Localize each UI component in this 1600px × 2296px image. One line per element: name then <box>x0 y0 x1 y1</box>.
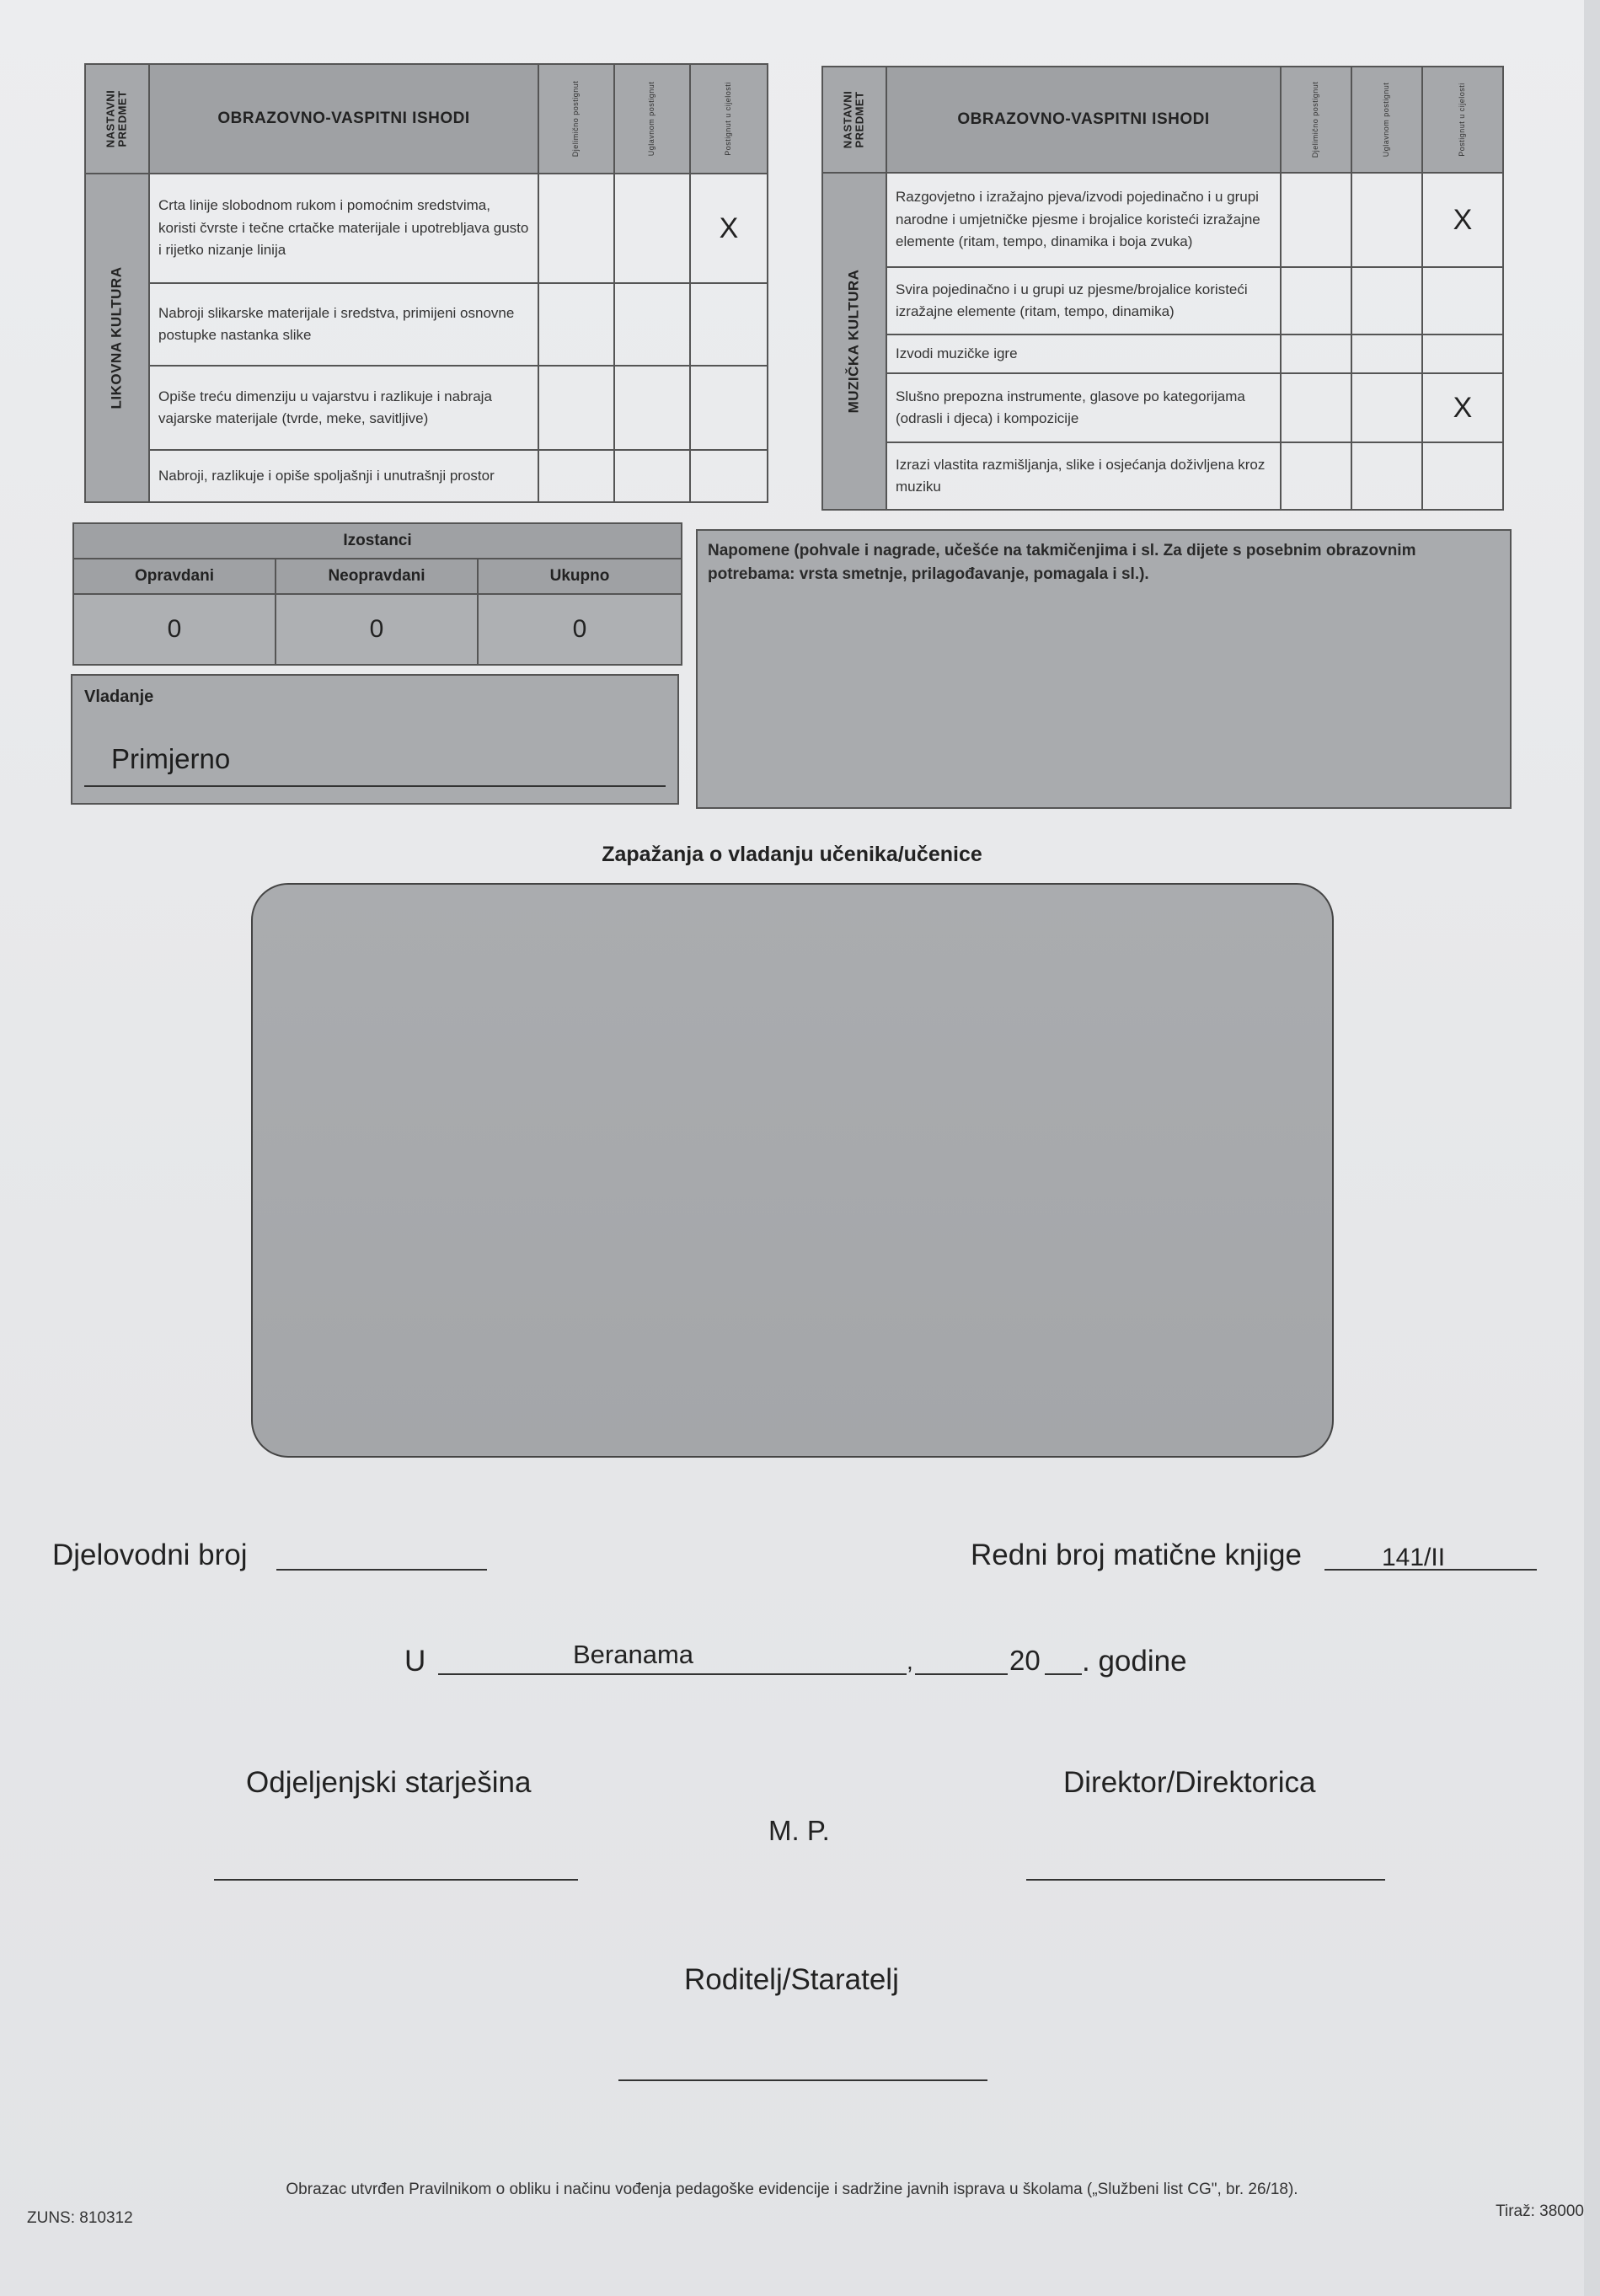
mark-cell <box>1281 334 1351 373</box>
table-row <box>85 283 768 366</box>
outcome-text: Razgovjetno i izražajno pjeva/izvodi pojedinačno i u grupi narodne i umjetničke pjesme i brojalice koristeći izražajne elemente (ritam, tempo, dinamika i boja zvuka) <box>886 173 1281 267</box>
teacher-label: Odjeljenjski starješina <box>246 1766 532 1799</box>
outcome-text: Svira pojedinačno i u grupi uz pjesme/brojalice koristeći izražajne elemente (ritam, tempo, dinamika) <box>886 267 1281 334</box>
table-row <box>85 366 768 450</box>
teacher-signature-line <box>214 1879 578 1881</box>
parent-signature-line <box>618 2079 987 2081</box>
grade-col-header-1: Djelimično postignut <box>1281 67 1351 173</box>
director-label: Direktor/Direktorica <box>1063 1766 1316 1799</box>
mark-cell <box>1281 373 1351 442</box>
mark-cell <box>538 366 614 450</box>
mark-cell <box>690 450 768 502</box>
mark-cell <box>1422 442 1503 510</box>
grade-col-header-2: Uglavnom postignut <box>614 64 690 174</box>
mark-cell: X <box>1422 373 1503 442</box>
legal-note: Obrazac utvrđen Pravilnikom o obliku i načinu vođenja pedagoške evidencije i sadržine javnih isprava u školama („Službeni list CG", br. 26/18). <box>286 2181 1298 2198</box>
mark-cell <box>1281 442 1351 510</box>
subject-col-header: NASTAVNI PREDMET <box>822 67 886 173</box>
notes-box <box>696 529 1512 809</box>
year-line <box>1045 1673 1082 1675</box>
grade-col-header-3: Postignut u cijelosti <box>690 64 768 174</box>
mark-cell <box>614 366 690 450</box>
redni-label: Redni broj matične knjige <box>971 1539 1302 1571</box>
subject-cell: LIKOVNA KULTURA <box>85 174 149 502</box>
behavior-underline <box>84 785 666 787</box>
outcomes-col-header: OBRAZOVNO-VASPITNI ISHODI <box>886 67 1281 173</box>
behavior-value: Primjerno <box>111 743 231 774</box>
outcome-text: Izrazi vlastita razmišljanja, slike i osjećanja doživljena kroz muziku <box>886 442 1281 510</box>
mark-cell <box>1351 373 1422 442</box>
mark-cell <box>614 450 690 502</box>
outcome-text: Nabroji slikarske materijale i sredstva, primijeni osnovne postupke nastanka slike <box>149 283 538 366</box>
mark-cell <box>690 366 768 450</box>
djelovodni-label: Djelovodni broj <box>52 1539 248 1571</box>
observations-box <box>251 883 1334 1458</box>
mark-cell <box>1281 267 1351 334</box>
mark-cell <box>538 450 614 502</box>
right-outcomes-table <box>821 66 1504 511</box>
mark-cell <box>538 283 614 366</box>
outcome-text: Opiše treću dimenziju u vajarstvu i razlikuje i nabraja vajarske materijale (tvrde, meke, savitljive) <box>149 366 538 450</box>
place-label: U <box>404 1645 426 1678</box>
grade-col-header-1: Djelimično postignut <box>538 64 614 174</box>
outcome-text: Izvodi muzičke igre <box>886 334 1281 373</box>
stamp-label: M. P. <box>768 1815 830 1846</box>
table-row <box>85 174 768 283</box>
outcome-text: Crta linije slobodnom rukom i pomoćnim sredstvima, koristi čvrste i tečne crtačke materijale i upotrebljava gusto i rijetko nizanje linija <box>149 174 538 283</box>
left-outcomes-table <box>84 63 768 503</box>
outcome-text: Slušno prepozna instrumente, glasove po kategorijama (odrasli i djeca) i kompozicije <box>886 373 1281 442</box>
subject-col-header: NASTAVNI PREDMET <box>85 64 149 174</box>
absences-col-unjustified: Neopravdani <box>276 559 478 594</box>
table-row <box>822 173 1503 267</box>
director-signature-line <box>1026 1879 1385 1881</box>
absences-total-value: 0 <box>478 594 682 665</box>
absences-col-justified: Opravdani <box>73 559 276 594</box>
mark-cell <box>1351 267 1422 334</box>
mark-cell <box>1422 334 1503 373</box>
behavior-box <box>71 674 679 805</box>
mark-cell <box>538 174 614 283</box>
table-row <box>822 442 1503 510</box>
left-table-header <box>85 64 768 174</box>
year-suffix: . godine <box>1082 1645 1187 1678</box>
outcomes-col-header: OBRAZOVNO-VASPITNI ISHODI <box>149 64 538 174</box>
table-row <box>822 267 1503 334</box>
table-row <box>85 450 768 502</box>
mark-cell <box>1281 173 1351 267</box>
mark-cell <box>1351 442 1422 510</box>
place-line <box>438 1673 907 1675</box>
absences-unjustified-value: 0 <box>276 594 478 665</box>
behavior-label: Vladanje <box>84 688 154 706</box>
date-line <box>915 1673 1008 1675</box>
parent-label: Roditelj/Staratelj <box>684 1963 899 1996</box>
grade-col-header-2: Uglavnom postignut <box>1351 67 1422 173</box>
absences-table <box>72 522 682 666</box>
mark-cell <box>614 174 690 283</box>
mark-cell: X <box>690 174 768 283</box>
mark-cell: X <box>1422 173 1503 267</box>
absences-title: Izostanci <box>73 523 682 559</box>
place-value: Beranama <box>573 1640 694 1669</box>
print-run: Tiraž: 38000 <box>1496 2202 1584 2220</box>
table-row <box>822 334 1503 373</box>
outcome-text: Nabroji, razlikuje i opiše spoljašnji i unutrašnji prostor <box>149 450 538 502</box>
year-prefix: 20 <box>1009 1645 1041 1676</box>
notes-label: Napomene (pohvale i nagrade, učešće na takmičenjima i sl. Za dijete s posebnim obrazovnim potrebama: vrsta smetnje, prilagođavanje, pomagala i sl.). <box>708 542 1416 583</box>
table-row <box>822 373 1503 442</box>
mark-cell <box>1351 334 1422 373</box>
observations-title: Zapažanja o vladanju učenika/učenice <box>602 843 982 866</box>
redni-value: 141/II <box>1382 1544 1446 1571</box>
grade-col-header-3: Postignut u cijelosti <box>1422 67 1503 173</box>
date-comma: , <box>907 1648 913 1674</box>
absences-justified-value: 0 <box>73 594 276 665</box>
zuns-code: ZUNS: 810312 <box>27 2209 133 2227</box>
djelovodni-line <box>276 1569 487 1571</box>
subject-cell: MUZIČKA KULTURA <box>822 173 886 510</box>
mark-cell <box>690 283 768 366</box>
right-table-header <box>822 67 1503 173</box>
absences-col-total: Ukupno <box>478 559 682 594</box>
mark-cell <box>1351 173 1422 267</box>
mark-cell <box>614 283 690 366</box>
mark-cell <box>1422 267 1503 334</box>
